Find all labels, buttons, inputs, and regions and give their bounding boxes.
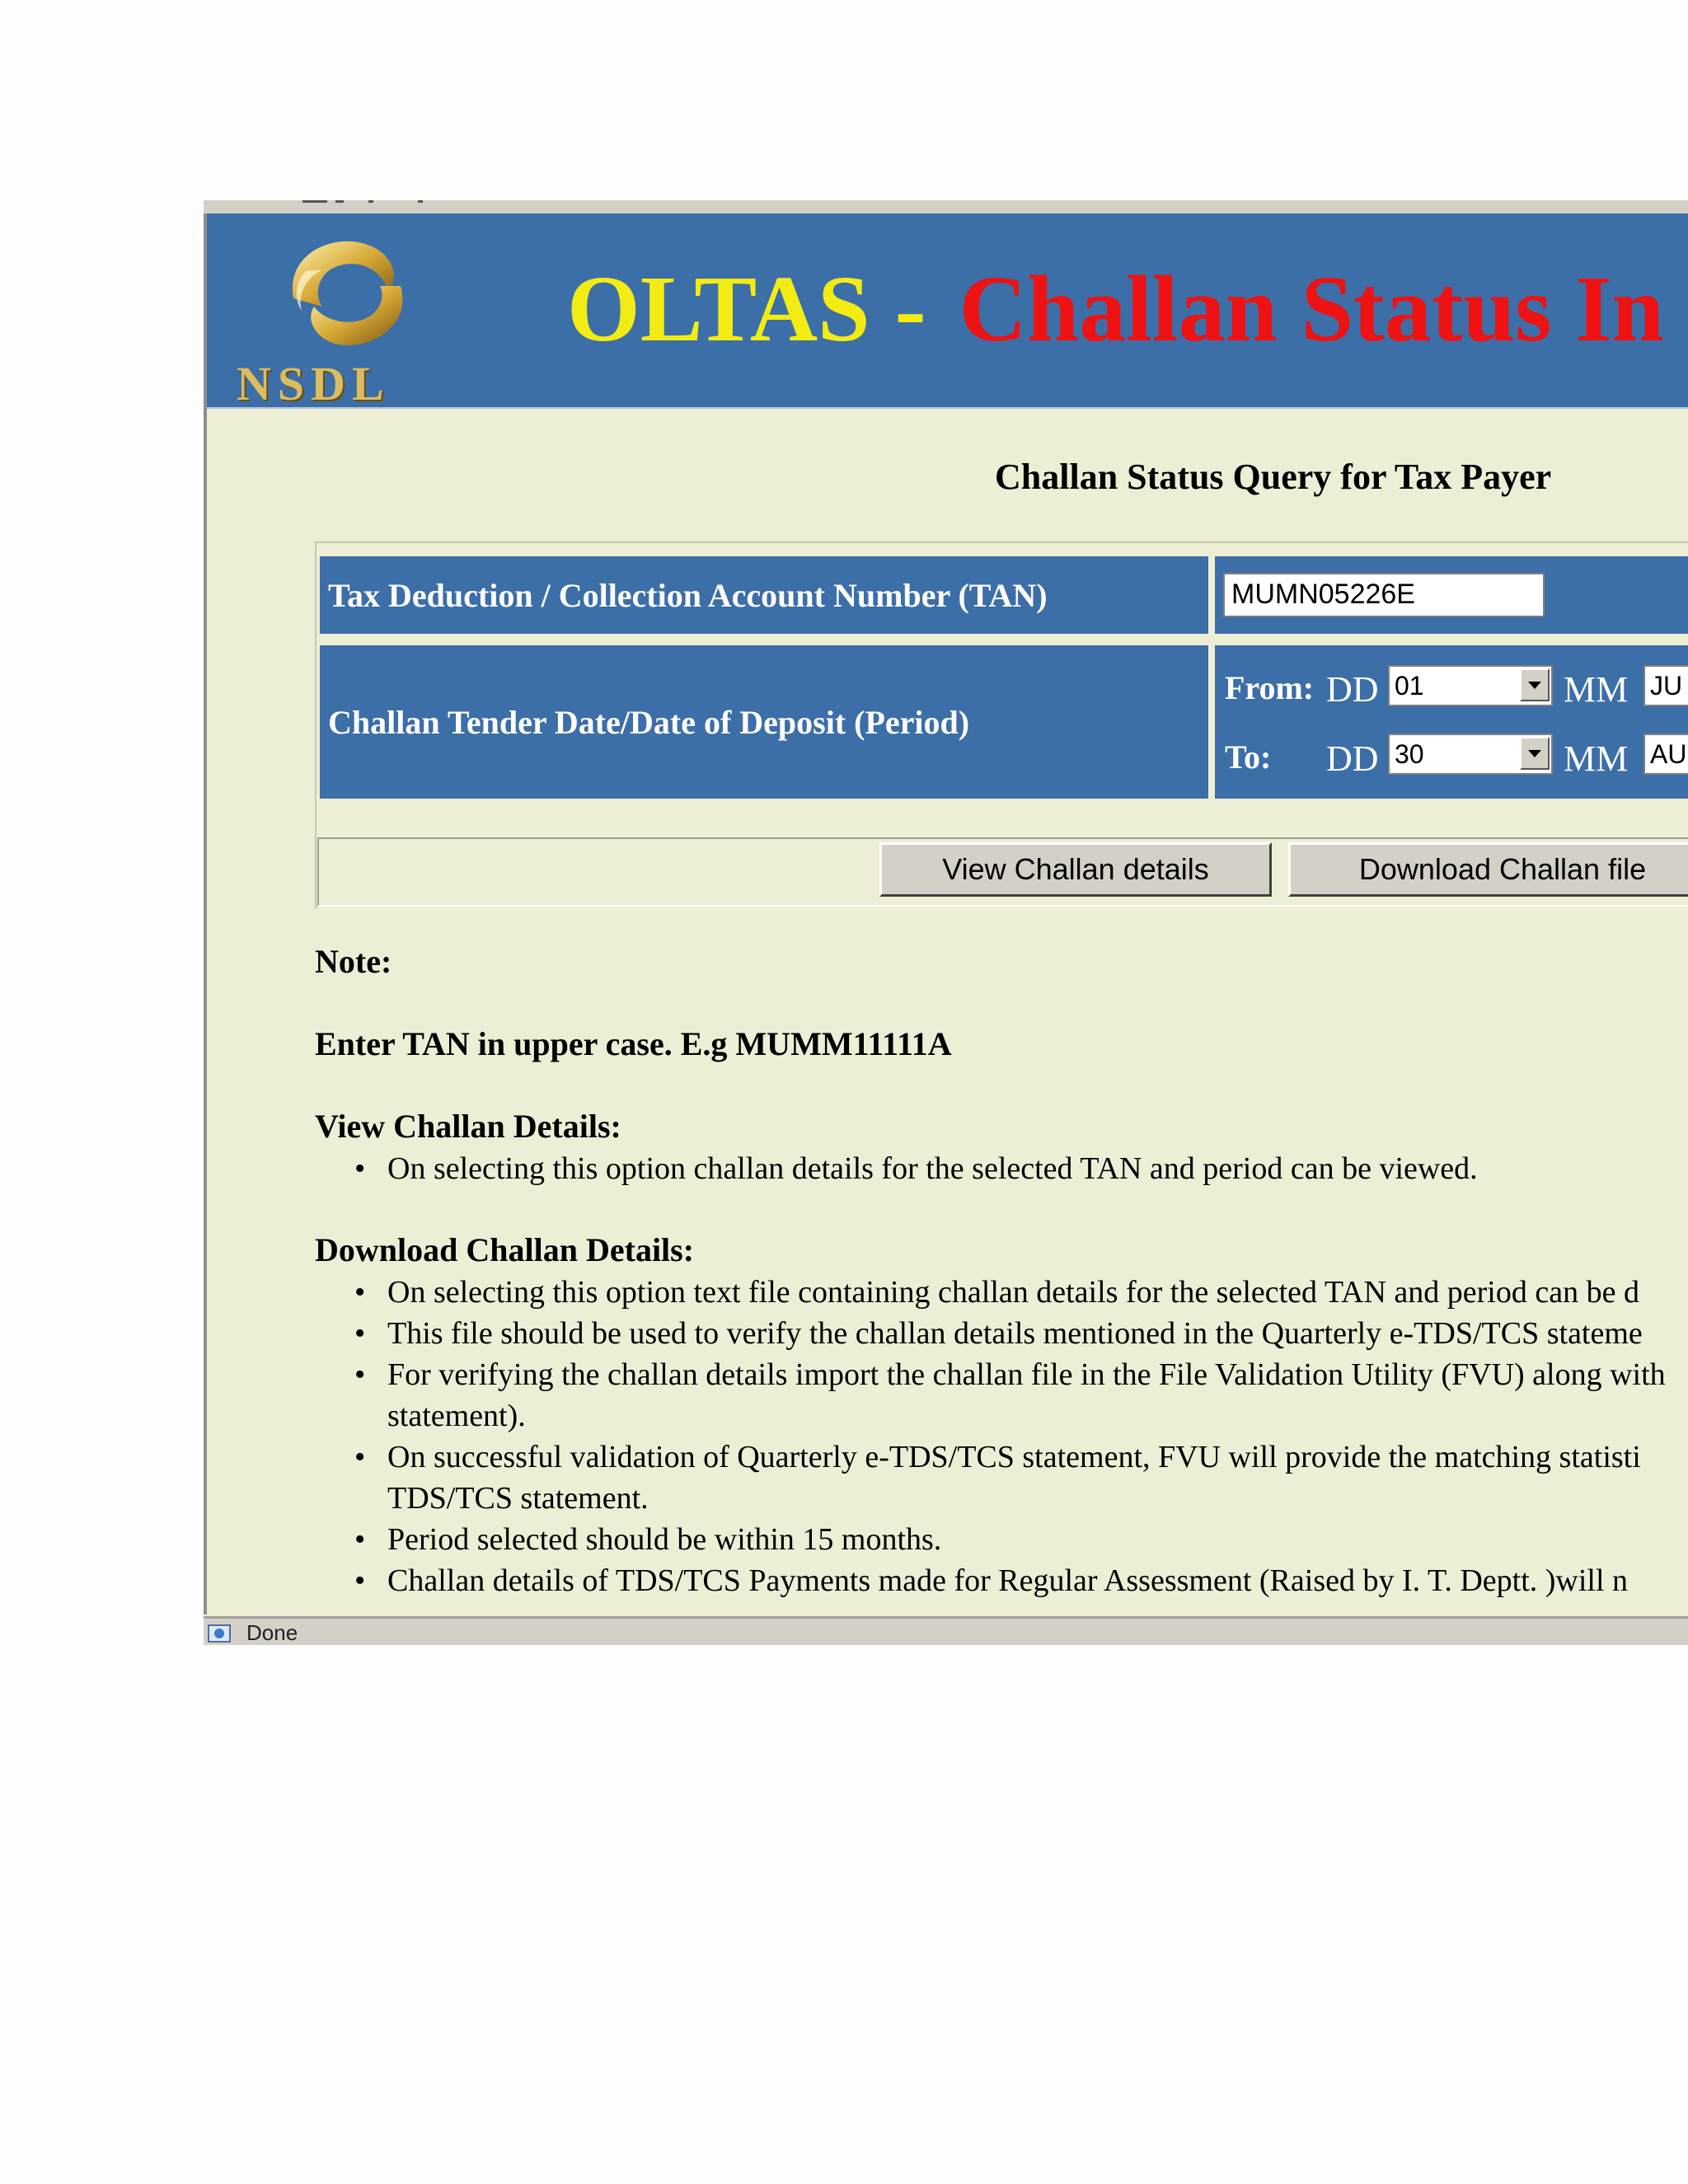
to-month-value: AU — [1650, 739, 1687, 769]
list-item-continuation: statement). — [387, 1399, 526, 1433]
banner-title-separator: - — [894, 256, 926, 361]
browser-window — [204, 200, 1688, 1645]
tan-value-cell — [1215, 556, 1688, 634]
to-dd-label: DD — [1326, 738, 1379, 779]
view-details-heading: View Challan Details: — [315, 1108, 621, 1145]
to-day-value: 30 — [1395, 739, 1424, 769]
button-row — [317, 837, 1688, 907]
from-mm-label: MM — [1564, 669, 1629, 710]
chevron-down-icon[interactable] — [1520, 737, 1550, 770]
page-title: Challan Status Query for Tax Payer — [995, 457, 1552, 497]
list-item: • This file should be used to verify the challan details mentioned in the Quarterly e-TDS/TCS stateme — [348, 1313, 1667, 1354]
period-value-cell — [1215, 645, 1688, 799]
view-details-list — [348, 1148, 1667, 1189]
download-challan-file-button[interactable]: Download Challan file — [1288, 842, 1688, 897]
list-item: • For verifying the challan details import the challan file in the File Validation Utility (FVU) along with — [348, 1354, 1667, 1395]
download-details-heading: Download Challan Details: — [315, 1231, 695, 1268]
status-text: Done — [246, 1620, 298, 1645]
from-label: From: — [1225, 669, 1315, 706]
list-item: • Challan details of TDS/TCS Payments made for Regular Assessment (Raised by I. T. Deptt. )will n — [348, 1560, 1667, 1601]
to-month-select[interactable] — [1643, 733, 1688, 775]
list-item: • On selecting this option text file containing challan details for the selected TAN and period can be d — [348, 1272, 1667, 1313]
download-details-list — [348, 1272, 1667, 1601]
tan-label: Tax Deduction / Collection Account Number (TAN) — [320, 556, 1208, 634]
to-label: To: — [1225, 738, 1272, 776]
from-month-select[interactable] — [1643, 665, 1688, 706]
list-item: • Period selected should be within 15 months. — [348, 1519, 1667, 1560]
list-item: • On successful validation of Quarterly e-TDS/TCS statement, FVU will provide the matching statisti — [348, 1436, 1667, 1478]
page-done-icon — [207, 1622, 233, 1645]
list-item: • On selecting this option challan details for the selected TAN and period can be viewed. — [348, 1148, 1667, 1189]
banner-title-challan-status: Challan Status In — [959, 256, 1664, 361]
site-banner — [207, 213, 1688, 409]
list-item-continuation: TDS/TCS statement. — [387, 1481, 649, 1516]
chevron-down-icon[interactable] — [1520, 668, 1550, 701]
from-day-select[interactable] — [1388, 665, 1553, 706]
tan-input[interactable]: MUMN05226E — [1223, 573, 1545, 617]
browser-toolbar-edge — [204, 200, 1688, 214]
to-day-select[interactable] — [1388, 733, 1553, 775]
from-month-value: JU — [1650, 671, 1683, 701]
view-challan-details-button[interactable]: View Challan details — [879, 842, 1272, 897]
window-border — [204, 213, 207, 1615]
to-mm-label: MM — [1564, 738, 1629, 779]
banner-title — [567, 255, 1664, 363]
from-dd-label: DD — [1326, 669, 1379, 710]
browser-status-bar — [204, 1616, 1688, 1645]
banner-title-oltas: OLTAS — [567, 256, 870, 361]
note-heading: Note: — [315, 943, 392, 980]
nsdl-logo-text: NSDL — [237, 357, 391, 409]
period-label: Challan Tender Date/Date of Deposit (Period) — [320, 645, 1208, 799]
tan-format-hint: Enter TAN in upper case. E.g MUMM11111A — [315, 1025, 952, 1062]
from-day-value: 01 — [1395, 671, 1424, 701]
